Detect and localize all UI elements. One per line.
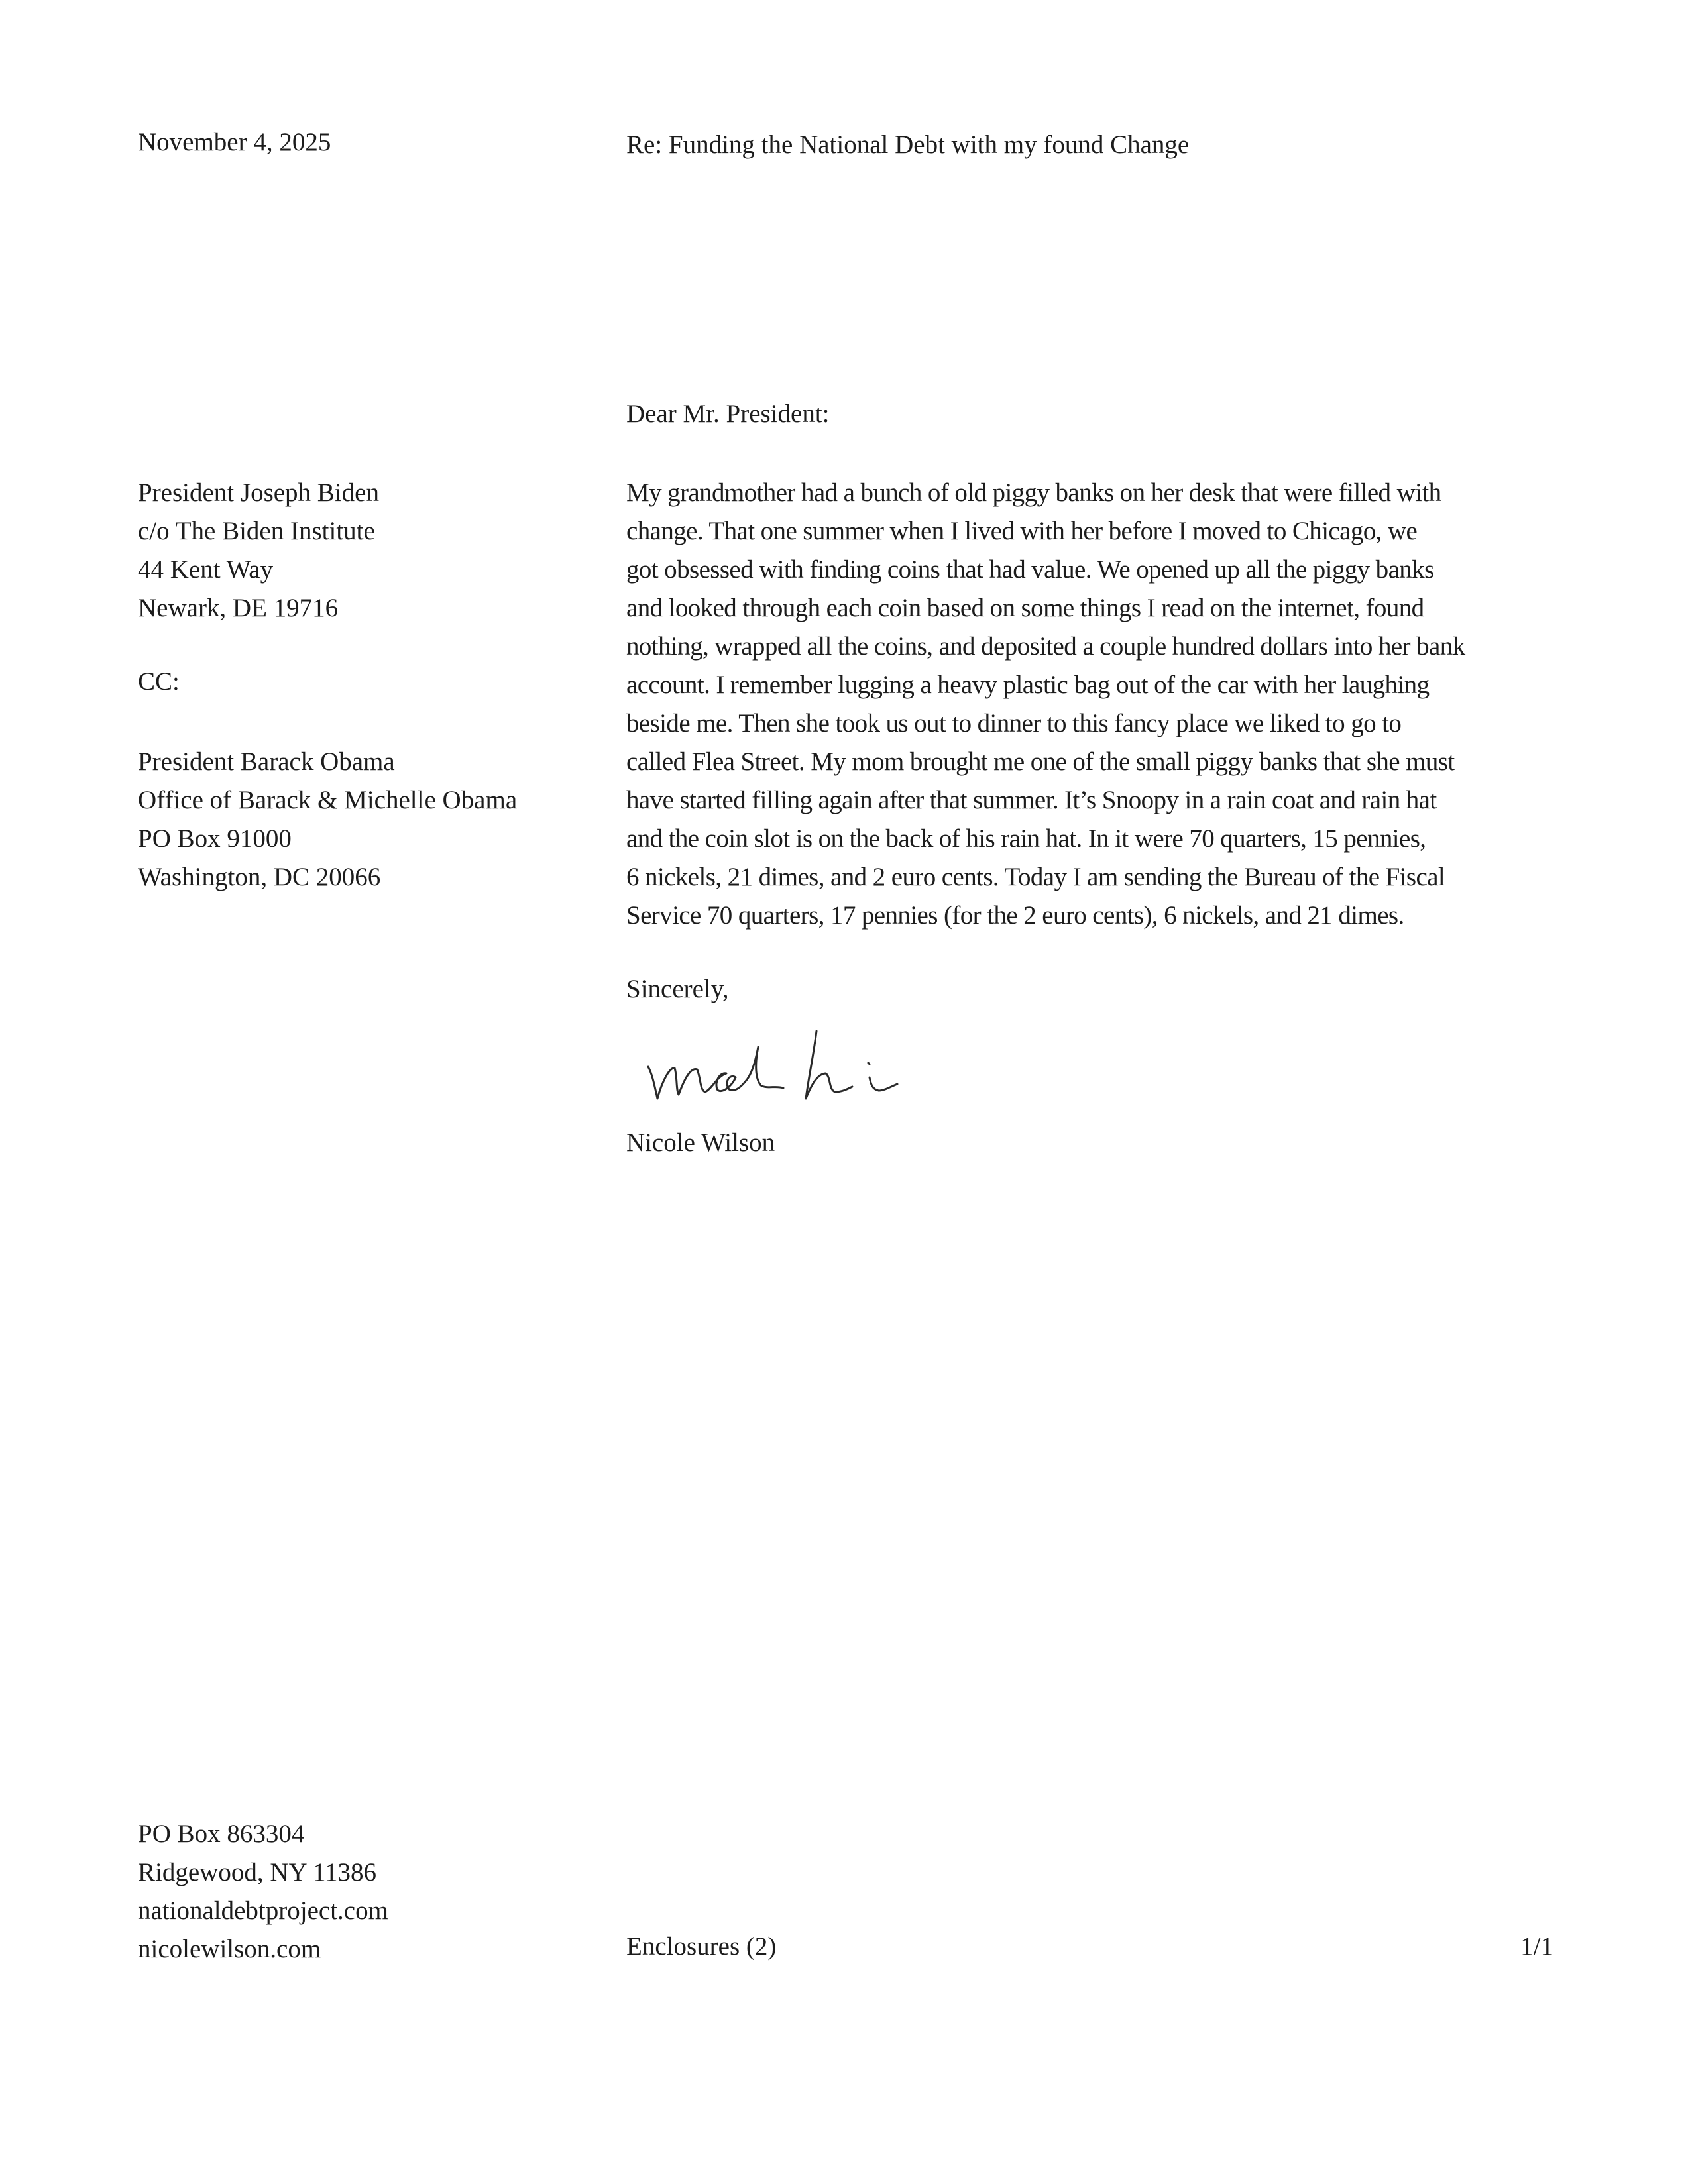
sender-line: Ridgewood, NY 11386 [138,1858,377,1886]
closing: Sincerely, [626,975,729,1003]
body-line: beside me. Then she took us out to dinner to this fancy place we liked to go to [626,709,1402,737]
body-line: called Flea Street. My mom brought me one of the small piggy banks that she must [626,747,1455,776]
cc-address [138,743,517,897]
body-line: 6 nickels, 21 dimes, and 2 euro cents. Today I am sending the Bureau of the Fiscal [626,863,1445,891]
signature-image [643,1020,954,1113]
letter-body [626,474,1465,935]
cc-line: Office of Barack & Michelle Obama [138,786,518,814]
enclosures: Enclosures (2) [626,1932,777,1961]
sender-address [138,1815,388,1969]
sender-line: PO Box 863304 [138,1820,305,1848]
cc-line: PO Box 91000 [138,824,292,853]
body-line: change. That one summer when I lived with her before I moved to Chicago, we [626,517,1418,545]
sender-website: nicolewilson.com [138,1935,321,1963]
sender-website: nationaldebtproject.com [138,1896,388,1925]
recipient-line: Newark, DE 19716 [138,594,339,622]
cc-line: President Barack Obama [138,747,395,776]
body-line: have started filling again after that summer. It’s Snoopy in a rain coat and rain hat [626,786,1437,814]
signer-name: Nicole Wilson [626,1128,775,1157]
body-line: My grandmother had a bunch of old piggy banks on her desk that were filled with [626,478,1441,507]
cc-line: Washington, DC 20066 [138,863,381,891]
body-line: and looked through each coin based on some things I read on the internet, found [626,594,1424,622]
body-line: Service 70 quarters, 17 pennies (for the 2 euro cents), 6 nickels, and 21 dimes. [626,901,1404,930]
recipient-line: President Joseph Biden [138,478,379,507]
page-number: 1/1 [1520,1932,1553,1961]
recipient-line: c/o The Biden Institute [138,517,375,545]
body-line: got obsessed with finding coins that had value. We opened up all the piggy banks [626,555,1434,584]
body-line: nothing, wrapped all the coins, and deposited a couple hundred dollars into her bank [626,632,1465,661]
cc-label: CC: [138,667,180,696]
letter-date: November 4, 2025 [138,128,331,156]
recipient-line: 44 Kent Way [138,555,274,584]
salutation: Dear Mr. President: [626,400,830,428]
recipient-address [138,474,379,628]
body-line: account. I remember lugging a heavy plastic bag out of the car with her laughing [626,671,1430,699]
letter-subject: Re: Funding the National Debt with my found Change [626,131,1190,159]
body-line: and the coin slot is on the back of his rain hat. In it were 70 quarters, 15 pennies, [626,824,1426,853]
